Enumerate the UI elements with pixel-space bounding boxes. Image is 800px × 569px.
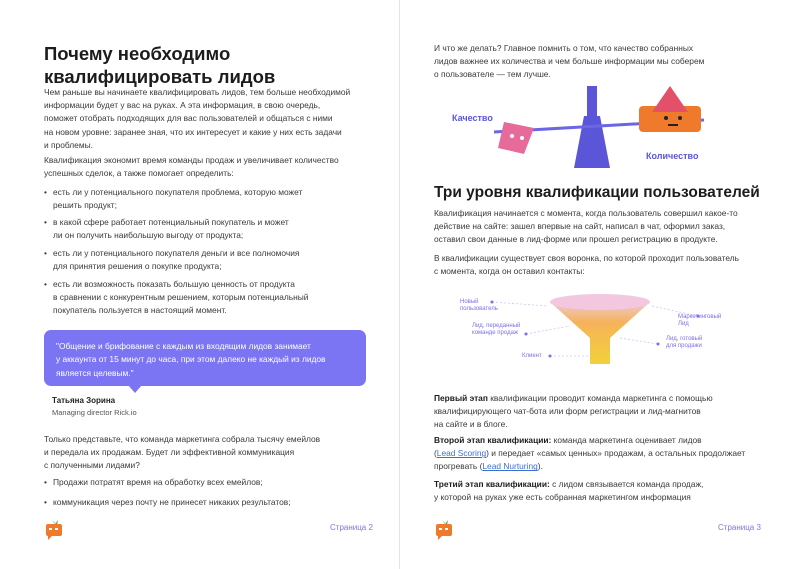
text-span: с лидом связывается команда продаж, <box>549 479 704 489</box>
text-line: И что же делать? Главное помнить о том, что качество собранных <box>434 43 694 53</box>
funnel-label-new-user <box>460 299 498 313</box>
text-line: успешных сделок, а также помогает определить: <box>44 168 234 179</box>
text-line: на новом уровне: заранее зная, что их интересует и какие у них есть задачи <box>44 126 342 137</box>
label-line: Новый <box>460 299 479 305</box>
text-line: действие на сайте: зашел впервые на сайт, написал в чат, оформил заказ, <box>434 221 726 232</box>
quote-author <box>52 396 137 417</box>
text-line: с полученными лидами? <box>44 460 140 471</box>
right-title: Три уровня квалификации пользователей <box>434 184 760 201</box>
quote-line: у аккаунта от 15 минут до часа, при этом далеко не каждый из лидов <box>56 354 326 365</box>
left-title <box>44 42 275 88</box>
text-line: квалифицирующего чат-бота или форм регистрации и лид-магнитов <box>434 406 701 417</box>
label-line: Лид, готовый <box>666 336 703 342</box>
text-span: ) и передает «самых ценных» продажам, а остальных продолжает <box>486 448 746 459</box>
text-line: информации будет у вас на руках. А эта информация, в свою очередь, <box>44 100 321 111</box>
label-line: Лид, переданный <box>472 323 521 329</box>
lead-scoring-link[interactable]: Lead Scoring <box>436 448 487 459</box>
text-line: оставил свои данные в лид-форме или прошел регистрацию в продукте. <box>434 234 718 245</box>
bullet-item: • есть ли возможность показать большую ценность от продукта в сравнении с конкурентным решением, которым потенциальный покупатель пользуется в настоящий момент. <box>44 278 374 318</box>
funnel-label-ready-lead <box>666 336 702 350</box>
quality-label: Качество <box>452 113 493 123</box>
quote-box <box>44 330 366 386</box>
lead-nurturing-link[interactable]: Lead Nurturing <box>482 461 538 472</box>
stage-2 <box>434 434 745 474</box>
bullet-item: • есть ли у потенциального покупателя проблема, которую может решить продукт; <box>44 186 374 212</box>
funnel-label-marketing-lead <box>678 314 721 328</box>
text-line: есть ли у потенциального покупателя проблема, которую может <box>53 187 303 197</box>
text-line: Квалификация экономит время команды продаж и увеличивает количество <box>44 155 339 165</box>
label-line: Маркетинговый <box>678 314 722 320</box>
text-line: лидов важнее их количества и чем больше информации мы соберем <box>434 56 705 67</box>
label-line: пользователь <box>460 306 498 312</box>
right-paragraph-1 <box>434 207 738 247</box>
author-name: Татьяна Зорина <box>52 396 116 405</box>
label-line: Лид <box>678 321 689 327</box>
third-paragraph <box>44 433 320 473</box>
quote-tail <box>128 385 142 393</box>
text-line: решить продукт; <box>53 200 117 211</box>
stage-2-heading: Второй этап квалификации: <box>434 435 552 445</box>
text-line: В квалификации существует своя воронка, по которой проходит пользователь <box>434 253 740 263</box>
intro-paragraph <box>44 86 350 152</box>
text-line: и передала их продажам. Будет ли эффективной коммуникация <box>44 447 295 458</box>
text-line: покупатель пользуется в настоящий момент. <box>53 305 227 316</box>
funnel-label-handed-lead <box>472 323 520 337</box>
text-line: на сайте и в блоге. <box>434 419 508 430</box>
text-line: и проблемы. <box>44 139 93 150</box>
bullet-item: • есть ли у потенциального покупателя деньги и все полномочия для принятия решения о покупке продукта; <box>44 247 374 273</box>
text-line: с момента, когда он оставил контакты: <box>434 266 585 277</box>
text-line: в сравнении с конкурентным решением, которым потенциальный <box>53 292 309 303</box>
text-line: у которой на руках уже есть собранная маркетингом информация <box>434 492 691 503</box>
text-line: есть ли возможность показать большую ценность от продукта <box>53 279 295 289</box>
label-line: для продажи <box>666 343 702 349</box>
carrot-chat-logo-icon <box>44 519 64 541</box>
page-number: Страница 3 <box>718 523 761 532</box>
second-paragraph <box>44 154 339 180</box>
text-line: Квалификация начинается с момента, когда пользователь совершил какое-то <box>434 208 738 218</box>
bullet-item: • коммуникация через почту не принесет никаких результатов; <box>44 496 374 509</box>
bullet-item: • Продажи потратят время на обработку всех емейлов; <box>44 476 374 489</box>
bullet-item: • в какой сфере работает потенциальный покупатель и может ли он получить наибольшую выгоду от продукта; <box>44 216 374 242</box>
quote-line: является целевым." <box>56 367 134 378</box>
text-line: Продажи потратят время на обработку всех емейлов; <box>53 477 263 487</box>
stage-3-heading: Третий этап квалификации: <box>434 479 550 489</box>
title-line: квалифицировать лидов <box>44 66 276 87</box>
text-line: коммуникация через почту не принесет никаких результатов; <box>53 497 291 507</box>
text-line: поможет отобрать подходящих для вас пользователей и общаться с ними <box>44 113 333 124</box>
text-line: в какой сфере работает потенциальный покупатель и может <box>53 217 289 227</box>
text-line: о пользователе — тем лучше. <box>434 69 551 80</box>
right-intro <box>434 42 704 82</box>
carrot-chat-logo-icon <box>434 519 454 541</box>
text-line: ли он получить наибольшую выгоду от продукта; <box>53 230 244 241</box>
right-page <box>400 0 800 569</box>
label-line: команде продаж <box>472 330 518 336</box>
stage-1 <box>434 392 713 432</box>
text-line: Только представьте, что команда маркетинга собрала тысячу емейлов <box>44 434 321 444</box>
text-line: для принятия решения о покупке продукта; <box>53 261 222 272</box>
text-span: квалификации проводит команда маркетинга с помощью <box>487 393 713 403</box>
page-number: Страница 2 <box>330 523 373 532</box>
stage-3 <box>434 478 703 504</box>
title-line: Почему необходимо <box>44 43 231 64</box>
quantity-label: Количество <box>646 151 699 161</box>
text-line: Чем раньше вы начинаете квалифицировать лидов, тем больше необходимой <box>44 87 351 97</box>
quote-line: "Общение и брифование с каждым из входящим лидов занимает <box>56 341 311 351</box>
text-span: команда маркетинга оценивает лидов <box>551 435 702 445</box>
author-role: Managing director Rick.io <box>52 408 137 417</box>
right-paragraph-2 <box>434 252 739 278</box>
scale-illustration <box>434 82 764 177</box>
text-span: прогревать ( <box>434 461 483 472</box>
text-line: есть ли у потенциального покупателя деньги и все полномочия <box>53 248 300 258</box>
funnel-label-client: Клиент <box>522 353 542 359</box>
stage-1-heading: Первый этап <box>434 393 488 403</box>
text-span: ( <box>434 448 437 459</box>
text-span: ). <box>537 461 543 472</box>
